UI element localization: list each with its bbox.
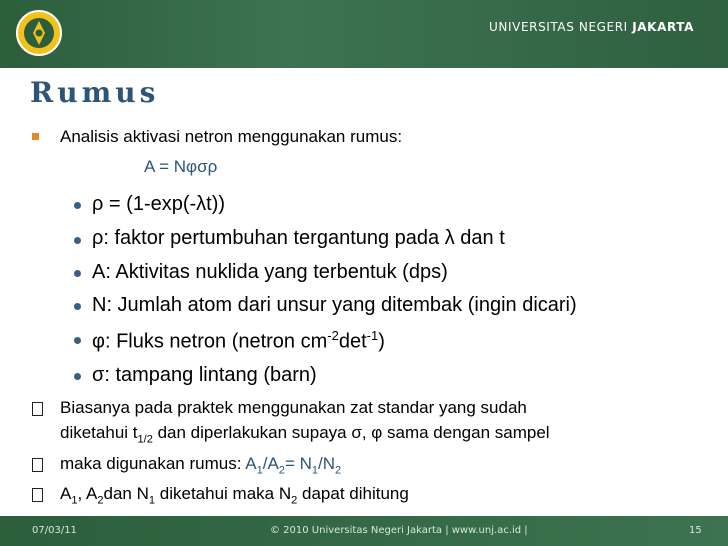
bullet-dot-icon	[74, 303, 81, 310]
bullet-dot-icon	[74, 270, 81, 277]
ratio-a2: /A	[262, 454, 279, 473]
flux-det: det	[338, 330, 367, 353]
footer-copyright: © 2010 Universitas Negeri Jakarta | www.unj.ac.id |	[270, 525, 528, 536]
bullet-n-def: N: Jumlah atom dari unsur yang ditembak (ingin dicari)	[92, 294, 577, 316]
para3-d: diketahui maka N	[155, 484, 292, 503]
orange-square-bullet-icon	[32, 133, 39, 140]
para1-line1: Biasanya pada praktek menggunakan zat standar yang sudah	[60, 398, 527, 417]
main-formula: A = Nφσρ	[144, 157, 218, 176]
para3-e: dapat dihitung	[297, 484, 409, 503]
flux-close: )	[378, 330, 385, 353]
footer-page-number: 15	[689, 525, 702, 536]
para3-b: , A	[77, 484, 98, 503]
intro-text: Analisis aktivasi netron menggunakan rumus:	[60, 127, 403, 146]
para3-sub1: 1	[71, 494, 78, 507]
bullet-dot-icon	[74, 202, 81, 209]
university-name-bold: JAKARTA	[632, 20, 694, 34]
para3-sub2: 2	[97, 494, 104, 507]
ratio-n1: = N	[284, 454, 312, 473]
bullet-dot-icon	[74, 237, 81, 244]
university-name-regular: UNIVERSITAS NEGERI	[489, 20, 628, 34]
box-bullet-icon	[32, 488, 43, 502]
para3-sub4: 2	[291, 494, 298, 507]
bullet-dot-icon	[74, 373, 81, 380]
ratio-sub4: 2	[335, 464, 342, 477]
bullet-rho-formula: ρ = (1-exp(-λt))	[92, 193, 226, 215]
bullet-rho-def: ρ: faktor pertumbuhan tergantung pada λ dan t	[92, 227, 505, 249]
para1-line2-b: dan diperlakukan supaya σ, φ sama dengan sampel	[152, 423, 550, 442]
bullet-dot-icon	[74, 337, 81, 344]
para2	[60, 454, 341, 476]
ratio-n2: /N	[318, 454, 336, 473]
footer-date: 07/03/11	[32, 525, 77, 536]
para2-text: maka digunakan rumus:	[60, 454, 246, 473]
para3-a: A	[60, 484, 72, 503]
bullet-sigma-def: σ: tampang lintang (barn)	[92, 364, 317, 386]
ratio-sub3: 1	[311, 464, 319, 477]
slide-title: Rumus	[30, 76, 160, 109]
ratio-sub2: 2	[278, 464, 285, 477]
flux-text: φ: Fluks netron (netron cm	[92, 330, 328, 353]
box-bullet-icon	[32, 402, 43, 416]
para3-sub3: 1	[148, 494, 156, 507]
para1-line2-a: diketahui t	[60, 423, 138, 442]
para3	[60, 484, 409, 506]
para1-line2	[60, 423, 550, 445]
bullet-flux-def	[92, 328, 385, 354]
half-life-sub: 1/2	[137, 433, 153, 446]
ratio-formula	[245, 454, 342, 477]
bullet-a-def: A: Aktivitas nuklida yang terbentuk (dps)	[92, 261, 448, 283]
flux-sup-2: -1	[366, 328, 379, 343]
ratio-sub1: 1	[256, 464, 263, 477]
box-bullet-icon	[32, 458, 43, 472]
footer-bar	[0, 516, 728, 546]
flux-sup-1: -2	[327, 328, 339, 343]
para3-c: dan N	[103, 484, 149, 503]
ratio-a1: A	[245, 454, 257, 473]
